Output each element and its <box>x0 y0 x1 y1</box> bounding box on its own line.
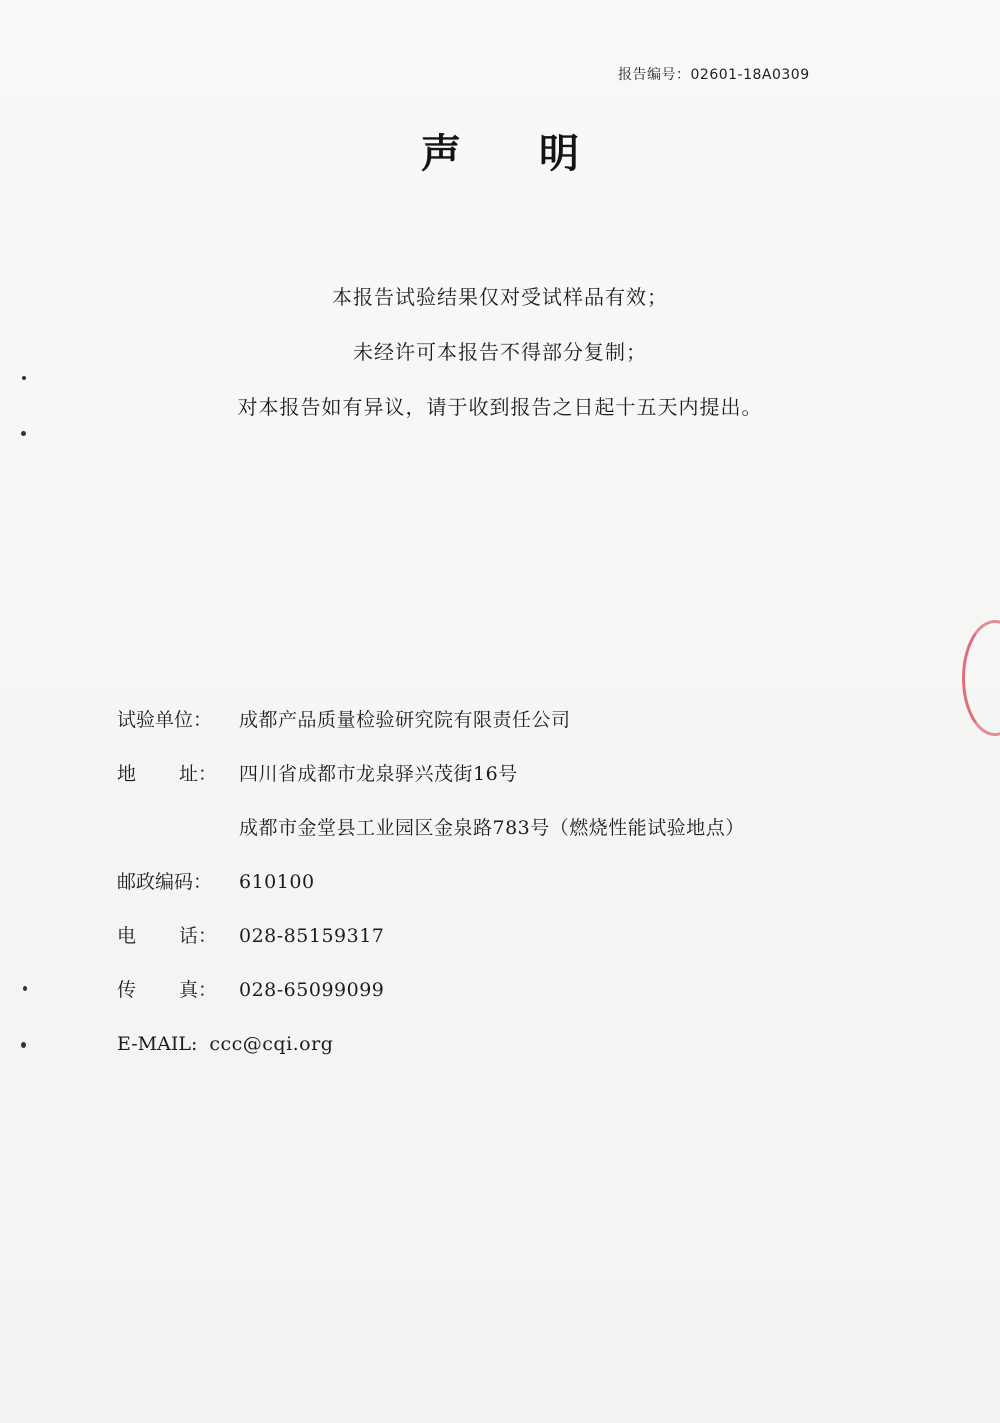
report-number: 报告编号：02601-18A0309 <box>618 67 810 83</box>
contact-info <box>117 706 745 1084</box>
stamp-seal-edge <box>962 620 1000 736</box>
statement-item: 未经许可本报告不得部分复制； <box>353 340 647 364</box>
postcode-value: 610100 <box>239 871 315 893</box>
fax-row <box>117 976 745 1004</box>
test-unit-value: 成都产品质量检验研究院有限责任公司 <box>239 709 571 731</box>
scan-mark <box>22 376 26 380</box>
scan-mark <box>21 1042 26 1048</box>
address-line-2: 成都市金堂县工业园区金泉路783号（燃烧性能试验地点） <box>239 817 745 839</box>
phone-row <box>117 922 745 950</box>
email-label: E-MAIL: <box>117 1033 198 1055</box>
phone-label-part: 电 <box>117 925 137 947</box>
fax-value: 028-65099099 <box>239 979 385 1001</box>
postcode-row <box>117 868 745 896</box>
fax-label <box>117 976 239 1004</box>
statement-item: 对本报告如有异议，请于收到报告之日起十五天内提出。 <box>237 395 763 419</box>
fax-label-part: 真： <box>178 979 217 1001</box>
address-label <box>117 760 239 788</box>
scan-mark <box>23 986 27 991</box>
address-row <box>117 760 745 788</box>
scan-mark <box>21 431 26 436</box>
phone-label-part: 话： <box>178 925 217 947</box>
address-indent <box>117 814 239 842</box>
phone-label <box>117 922 239 950</box>
fax-label-part: 传 <box>117 979 137 1001</box>
address-label-part: 址： <box>178 763 217 785</box>
phone-value: 028-85159317 <box>239 925 385 947</box>
test-unit-label: 试验单位： <box>117 709 213 731</box>
statement-item: 本报告试验结果仅对受试样品有效； <box>332 285 668 309</box>
address-label-part: 地 <box>117 763 137 785</box>
email-value: ccc@cqi.org <box>209 1033 334 1055</box>
postcode-label: 邮政编码： <box>117 871 213 893</box>
address-line-1: 四川省成都市龙泉驿兴茂街16号 <box>239 763 518 785</box>
statement-list <box>0 283 1000 448</box>
test-unit-row <box>117 706 745 734</box>
email-row <box>117 1030 745 1058</box>
page-title: 声明 <box>421 131 657 177</box>
address-row-2 <box>117 814 745 842</box>
